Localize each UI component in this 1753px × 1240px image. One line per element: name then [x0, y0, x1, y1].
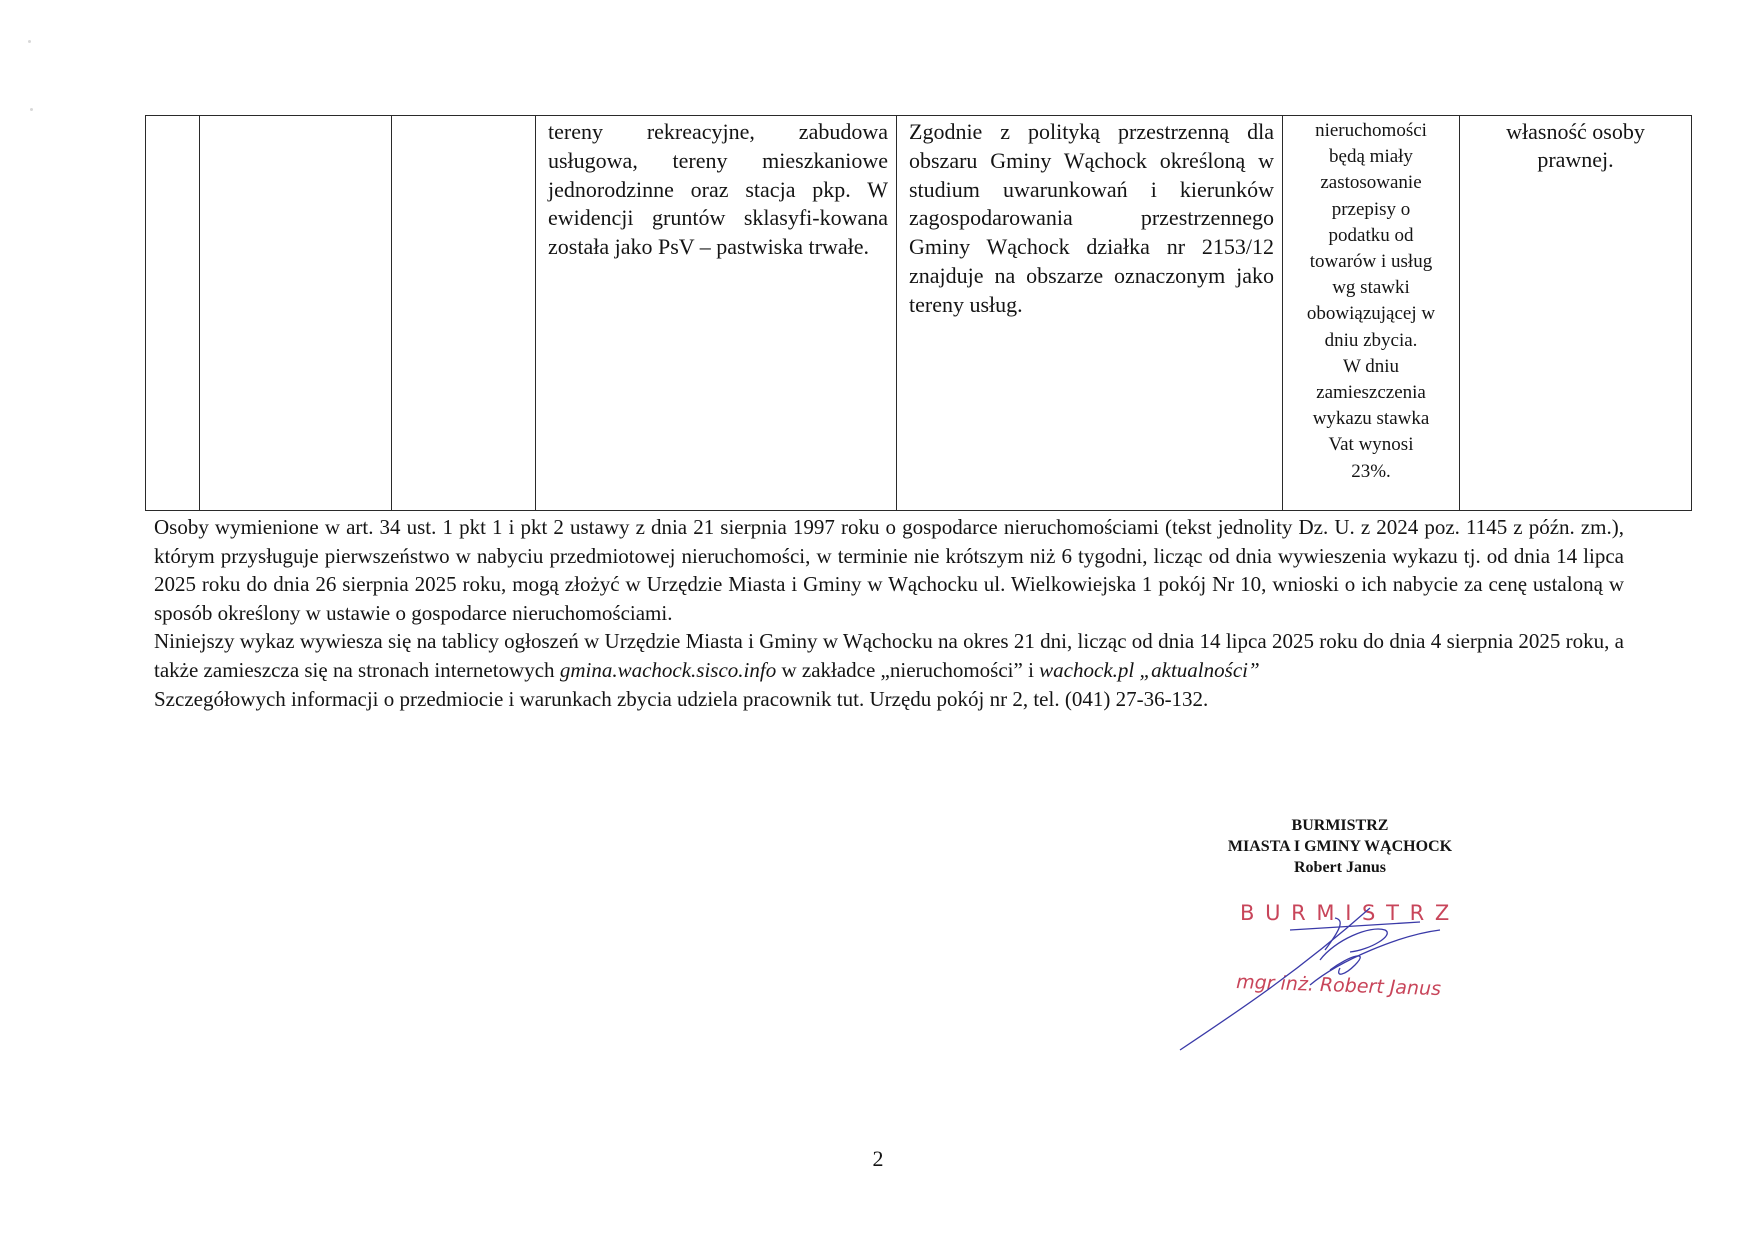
- table-cell-number: [146, 116, 200, 511]
- vat-line: Vat wynosi: [1328, 434, 1414, 456]
- property-table: [145, 115, 1692, 511]
- table-cell-policy: [897, 116, 1283, 511]
- vat-line: będą miały: [1329, 146, 1413, 168]
- vat-line: zamieszczenia: [1316, 382, 1426, 404]
- posting-text-mid: w zakładce „nieruchomości” i: [776, 657, 1040, 682]
- signature-title: BURMISTRZ: [1291, 817, 1389, 834]
- vat-line: wg stawki: [1332, 277, 1410, 299]
- vat-line: obowiązującej w: [1306, 303, 1436, 325]
- scan-speck: [30, 108, 33, 111]
- stamp-title: B U R M I S T R Z: [1240, 901, 1452, 925]
- signature-name: Robert Janus: [1293, 859, 1386, 876]
- vat-line: przepisy o: [1331, 198, 1411, 220]
- table-cell-area: [392, 116, 536, 511]
- table-cell-description: [536, 116, 897, 511]
- signature-office: MIASTA I GMINY WĄCHOCK: [1227, 838, 1453, 855]
- signature-block: [1190, 815, 1490, 878]
- table-cell-parcel: [200, 116, 392, 511]
- ownership-text: własność osoby prawnej.: [1506, 119, 1645, 172]
- vat-line: zastosowanie: [1320, 172, 1422, 194]
- vat-line: W dniu: [1342, 355, 1400, 377]
- stamp-name: mgr inż. Robert Janus: [1235, 971, 1442, 1001]
- website-link-wachock[interactable]: wachock.pl „aktualności”: [1039, 657, 1260, 682]
- policy-text: Zgodnie z polityką przestrzenną dla obszaru Gminy Wąchock określoną w studium uwarunkowań i kierunków zagospodarowania przestrzennego Gminy Wąchock działka nr 2153/12 znajduje na obszarze oznaczonym jako tereny usług.: [909, 119, 1274, 317]
- vat-line: 23%.: [1351, 460, 1391, 482]
- table-cell-ownership: [1460, 116, 1692, 511]
- notice-paragraph-posting: [154, 627, 1624, 684]
- notice-text: [154, 513, 1624, 713]
- description-text: tereny rekreacyjne, zabudowa usługowa, tereny mieszkaniowe jednorodzinne oraz stacja pkp. W ewidencji gruntów sklasyfi-kowana została jako PsV – pastwiska trwałe.: [548, 119, 888, 260]
- table-row: [146, 116, 1692, 511]
- vat-line: nieruchomości: [1315, 120, 1427, 141]
- vat-line: towarów i usług: [1309, 251, 1433, 273]
- page-number: 2: [872, 1146, 884, 1171]
- stamp-and-signature: [1170, 890, 1490, 1060]
- table-cell-vat: [1283, 116, 1460, 511]
- notice-paragraph-priority: Osoby wymienione w art. 34 ust. 1 pkt 1 i pkt 2 ustawy z dnia 21 sierpnia 1997 roku o gospodarce nieruchomościami (tekst jednolity Dz. U. z 2024 poz. 1145 z późn. zm.), którym przysługuje pierwszeństwo w nabyciu przedmiotowej nieruchomości, w terminie nie krótszym niż 6 tygodni, licząc od dnia wywieszenia wykazu tj. od dnia 14 lipca 2025 roku do dnia 26 sierpnia 2025 roku, mogą złożyć w Urzędzie Miasta i Gminy w Wąchocku ul. Wielkowiejska 1 pokój Nr 10, wnioski o ich nabycie za cenę ustaloną w sposób określony w ustawie o gospodarce nieruchomościami.: [154, 515, 1624, 625]
- notice-paragraph-contact: Szczegółowych informacji o przedmiocie i warunkach zbycia udziela pracownik tut. Urzędu pokój nr 2, tel. (041) 27-36-132.: [154, 686, 1209, 711]
- vat-line: wykazu stawka: [1312, 408, 1430, 430]
- posting-text: Niniejszy wykaz wywiesza się na tablicy ogłoszeń w Urzędzie Miasta i Gminy w Wąchocku na okres 21 dni, licząc od dnia 14 lipca 2025 roku do dnia 4 sierpnia 2025 roku, a także zamieszcza się na stronach internetowych: [154, 629, 1624, 682]
- vat-line: podatku od: [1328, 224, 1414, 246]
- website-link-sisco[interactable]: gmina.wachock.sisco.info: [559, 657, 777, 682]
- vat-line: dniu zbycia.: [1324, 329, 1418, 351]
- scan-speck: [28, 40, 31, 43]
